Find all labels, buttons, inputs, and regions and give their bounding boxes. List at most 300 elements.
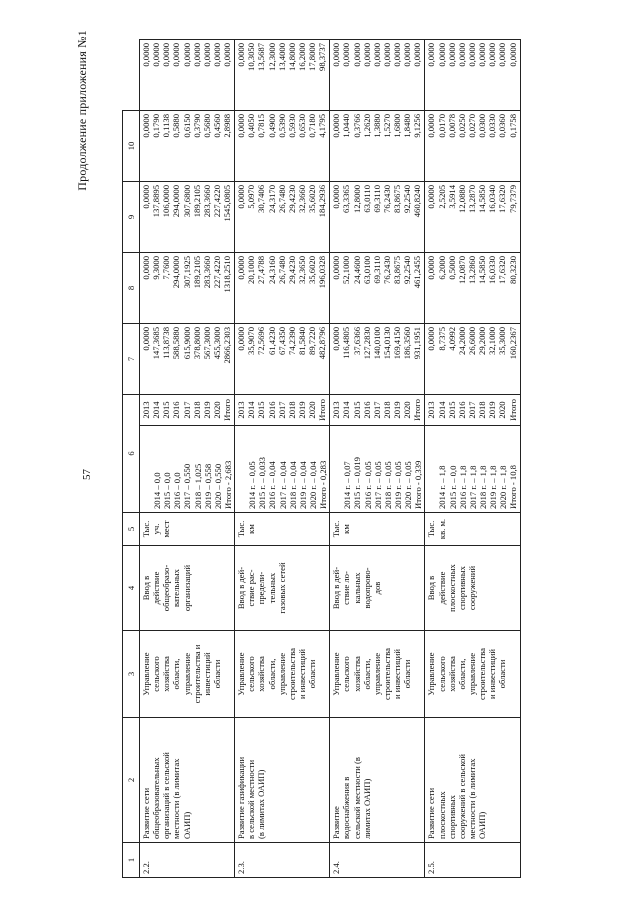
year-line: 2015: [446, 401, 457, 419]
column-header: 5: [123, 513, 140, 546]
amount-line: 0,1138: [161, 114, 172, 138]
year-line: 2018: [381, 401, 392, 419]
period-target-line: 2016 – 0,0: [172, 472, 183, 509]
amount-line: 17,8000: [307, 43, 318, 71]
amount-line: 35,6020: [307, 185, 318, 213]
period-target-line: 2014 г. – 1,8: [437, 465, 448, 509]
period-target-line: 2015 – 0,0: [162, 472, 173, 509]
period-target-line: 2017 г. – 1,8: [467, 465, 478, 509]
amount-line: 2,8988: [222, 114, 233, 138]
amount-line: 0,0000: [507, 43, 518, 67]
indicator-line: Ввод в: [426, 575, 437, 601]
amount-line: 140,0100: [371, 327, 382, 360]
amount-line: 16,0340: [487, 185, 498, 213]
amount-line: 0,0000: [402, 43, 413, 67]
amount-line: 4,0992: [446, 327, 457, 351]
amount-line: 0,0250: [456, 114, 467, 138]
amount-line: 588,5880: [171, 327, 182, 360]
year-line: Итого: [222, 399, 233, 421]
amount-line: 1,5270: [381, 114, 392, 138]
amount-col8-cell: [330, 182, 425, 253]
period-target-line: 2019 – 0,558: [202, 463, 213, 509]
amount-line: 14,5850: [477, 185, 488, 213]
amount-line: 294,0000: [171, 256, 182, 289]
year-line: 2017: [466, 401, 477, 419]
year-line: 2018: [191, 401, 202, 419]
executor-cell: [330, 631, 425, 718]
executor-line: управление: [371, 652, 382, 696]
indicator-line: вательных: [171, 569, 182, 607]
executor-line: Управление: [426, 652, 437, 696]
executor-line: и инвестиций: [392, 649, 403, 699]
amount-line: 13,4000: [276, 43, 287, 71]
executor-line: строительства: [477, 648, 488, 700]
amount-col10-cell: [330, 40, 425, 111]
amount-line: 89,7220: [307, 327, 318, 355]
amount-line: 32,3650: [296, 256, 307, 284]
amount-line: 189,2105: [191, 185, 202, 218]
year-line: 2018: [286, 401, 297, 419]
column-header: 6: [123, 395, 140, 513]
amount-line: 7,7600: [161, 256, 172, 280]
period-target-line: 2014 г. – 0,07: [342, 461, 353, 509]
amount-line: 92,2540: [402, 185, 413, 213]
amount-line: 0,4560: [211, 114, 222, 138]
amount-line: 24,2000: [456, 327, 467, 355]
executor-line: строительства: [286, 648, 297, 700]
year-line: 2013: [236, 401, 247, 419]
measure-name-line: (в лимитах ОАИП): [256, 769, 267, 839]
amount-line: 37,6366: [351, 327, 362, 355]
amount-line: 0,0000: [201, 43, 212, 67]
amount-line: 79,7379: [507, 185, 518, 213]
amount-line: 0,0000: [236, 114, 247, 138]
column-header: 10: [123, 111, 140, 182]
amount-line: 116,4805: [341, 327, 352, 359]
period-target-line: 2017 г. – 0,04: [277, 461, 288, 509]
unit-cell: [235, 513, 330, 546]
amount-line: 80,3230: [507, 256, 518, 284]
amount-line: 74,2390: [286, 327, 297, 355]
amount-line: 29,2000: [477, 327, 488, 355]
amount-line: 186,3560: [402, 327, 413, 360]
table-row: [140, 40, 235, 878]
page-number: 57: [81, 469, 93, 480]
measure-name-cell: [330, 718, 425, 843]
indicator-cell: [330, 546, 425, 631]
amount-line: 29,4230: [286, 185, 297, 213]
executor-line: строительства: [381, 648, 392, 700]
executor-line: хозяйства: [351, 656, 362, 692]
page-header: [75, 0, 105, 890]
year-line: Итого: [317, 399, 328, 421]
year-line: 2016: [361, 401, 372, 419]
indicator-line: сооружений: [466, 565, 477, 611]
executor-line: хозяйства: [256, 656, 267, 692]
amount-line: 0,0000: [331, 114, 342, 138]
year-line: 2017: [371, 401, 382, 419]
amount-line: 1,3880: [371, 114, 382, 138]
amount-line: 3,5914: [446, 185, 457, 209]
amount-line: 482,8796: [317, 327, 328, 360]
column-header: 7: [123, 324, 140, 395]
period-target-cell: [425, 426, 520, 513]
amount-line: 307,6800: [181, 185, 192, 218]
amount-line: 196,0328: [317, 256, 328, 289]
amount-line: 931,1951: [412, 327, 423, 360]
executor-cell: [140, 631, 235, 718]
amount-line: 0,3766: [351, 114, 362, 138]
amount-col10-cell: [425, 40, 520, 111]
measure-name-line: Развитие газификации: [236, 756, 247, 839]
amount-line: 0,0000: [151, 43, 162, 67]
amount-line: 1,0440: [341, 114, 352, 138]
executor-line: и инвестиций: [487, 649, 498, 699]
period-target-line: 2018 – 1,025: [192, 463, 203, 509]
amount-line: 106,0000: [161, 185, 172, 218]
amount-total-cell: [425, 324, 520, 395]
unit-line: уч.: [151, 523, 162, 535]
amount-line: 26,7480: [276, 185, 287, 213]
indicator-cell: [235, 546, 330, 631]
amount-line: 52,1000: [341, 256, 352, 284]
year-cell: [330, 395, 425, 426]
amount-line: 83,8675: [392, 185, 403, 213]
amount-line: 0,6150: [181, 114, 192, 138]
amount-line: 0,1758: [507, 114, 518, 138]
amount-line: 14,8000: [286, 43, 297, 71]
amount-line: 63,0110: [361, 185, 372, 213]
unit-cell: [330, 513, 425, 546]
amount-line: 0,0000: [141, 43, 151, 67]
measure-name-line: общеобразовательных: [151, 757, 162, 839]
amount-line: 12,0870: [456, 256, 467, 284]
column-header: 1: [123, 843, 140, 878]
amount-line: 0,7815: [256, 114, 267, 138]
row-number-cell: [140, 843, 235, 878]
executor-line: Управление: [331, 652, 342, 696]
amount-line: 0,0000: [236, 256, 247, 280]
amount-line: 0,0000: [331, 185, 342, 209]
amount-line: 0,5880: [171, 114, 182, 138]
period-target-line: 2017 г. – 0,05: [372, 461, 383, 509]
amount-line: 0,4900: [266, 114, 277, 138]
amount-line: 1318,2510: [222, 256, 233, 293]
amount-line: 35,3000: [497, 327, 508, 355]
measure-name-line: плоскостных: [436, 791, 447, 839]
amount-line: 17,6320: [497, 185, 508, 213]
amount-line: 567,3000: [201, 327, 212, 360]
amount-line: 81,5840: [296, 327, 307, 355]
row-number-cell: [235, 843, 330, 878]
indicator-line: общеобразо-: [161, 564, 172, 612]
amount-line: 8,7375: [436, 327, 447, 351]
appendix-caption: Продолжение приложения №1: [75, 30, 89, 191]
year-line: 2019: [487, 401, 498, 419]
period-target-line: 2020 г. – 1,8: [498, 465, 509, 509]
measure-name-line: лимитах ОАИП): [361, 778, 372, 839]
amount-line: 24,4600: [351, 256, 362, 284]
amount-line: 189,2105: [191, 256, 202, 289]
indicator-line: организаций: [181, 564, 192, 612]
unit-cell: [140, 513, 235, 546]
amount-line: 0,0000: [181, 43, 192, 67]
row-number-cell: [330, 843, 425, 878]
measure-name-line: ОАИП): [181, 811, 192, 839]
amount-line: 160,2367: [507, 327, 518, 360]
amount-line: 0,0000: [497, 43, 508, 67]
amount-line: 10,3050: [246, 43, 257, 71]
amount-line: 29,4230: [286, 256, 297, 284]
executor-line: области,: [456, 658, 467, 690]
amount-col9-cell: [330, 111, 425, 182]
amount-line: 30,7406: [256, 185, 267, 213]
row-number-cell: [425, 843, 520, 878]
year-cell: [235, 395, 330, 426]
table-body: [140, 40, 521, 878]
amount-line: 35,6020: [307, 256, 318, 284]
amount-line: 0,0170: [436, 114, 447, 138]
indicator-line: плоскостных: [446, 564, 457, 612]
executor-cell: [235, 631, 330, 718]
amount-line: 0,0000: [436, 43, 447, 67]
period-target-line: 2018 г. – 1,8: [477, 465, 488, 509]
executor-line: области: [307, 659, 318, 689]
executor-line: и инвестиций: [296, 649, 307, 699]
amount-line: 1,2620: [361, 114, 372, 138]
amount-line: 0,7180: [307, 114, 318, 138]
amount-line: 0,0000: [426, 327, 437, 351]
amount-line: 92,2540: [402, 256, 413, 284]
row-number: 2.2.: [141, 861, 151, 874]
period-target-cell: [140, 426, 235, 513]
amount-line: 1,6800: [392, 114, 403, 138]
amount-line: 32,1000: [487, 327, 498, 355]
amount-line: 0,0000: [331, 327, 342, 351]
indicator-line: действие: [151, 571, 162, 605]
executor-line: хозяйства: [446, 656, 457, 692]
table-header-row: [123, 40, 140, 878]
amount-line: 69,3110: [371, 256, 382, 284]
amount-line: 24,3170: [266, 185, 277, 213]
amount-line: 0,0078: [446, 114, 457, 138]
year-line: 2020: [307, 401, 318, 419]
amount-line: 294,0000: [171, 185, 182, 218]
period-target-line: 2020 г. – 0,05: [403, 461, 414, 509]
amount-line: 0,5930: [286, 114, 297, 138]
year-line: 2013: [331, 401, 342, 419]
indicator-line: предели-: [256, 571, 267, 605]
executor-line: области,: [361, 658, 372, 690]
amount-line: 20,1000: [246, 256, 257, 284]
year-cell: [140, 395, 235, 426]
measure-name-line: Развитие: [331, 806, 342, 839]
amount-line: 0,0000: [141, 185, 151, 209]
amount-line: 2866,2303: [222, 327, 233, 364]
amount-line: 12,0880: [456, 185, 467, 213]
period-target-line: 2019 г. – 1,8: [488, 465, 499, 509]
unit-line: мест: [161, 520, 172, 538]
amount-line: 0,0000: [477, 43, 488, 67]
amount-line: 13,2860: [466, 256, 477, 284]
column-header: 2: [123, 718, 140, 843]
amount-line: 0,0000: [351, 43, 362, 67]
amount-line: 0,0000: [161, 43, 172, 67]
amount-line: 0,0000: [456, 43, 467, 67]
unit-line: Тыс.: [141, 520, 151, 538]
measure-name-line: местности (в лимитах: [171, 758, 182, 839]
executor-line: области: [402, 659, 413, 689]
year-line: 2015: [256, 401, 267, 419]
measure-name-line: Развитие сети: [426, 787, 437, 839]
unit-line: Тыс.: [426, 520, 437, 538]
amount-line: 154,0130: [381, 327, 392, 360]
measure-name-line: ОАИП): [477, 811, 488, 839]
amount-line: 0,0360: [497, 114, 508, 138]
amount-total-cell: [330, 324, 425, 395]
unit-line: Тыс.: [331, 520, 342, 538]
period-target-cell: [330, 426, 425, 513]
amount-line: 307,1925: [181, 256, 192, 289]
measure-name-line: в сельской местности: [246, 759, 257, 839]
amount-line: 0,0000: [236, 43, 247, 67]
indicator-cell: [140, 546, 235, 631]
year-line: 2014: [341, 401, 352, 419]
column-header: 9: [123, 182, 140, 253]
amount-line: 26,7480: [276, 256, 287, 284]
amount-line: 0,0000: [426, 114, 437, 138]
unit-line: км: [341, 524, 352, 534]
amount-col9-cell: [425, 111, 520, 182]
amount-line: 127,2830: [361, 327, 372, 360]
indicator-line: кальных: [351, 572, 362, 604]
amount-line: 6,2000: [436, 256, 447, 280]
amount-line: 67,4350: [276, 327, 287, 355]
amount-line: 12,8000: [351, 185, 362, 213]
amount-line: 227,4220: [211, 256, 222, 289]
program-table: [122, 39, 521, 878]
year-line: 2020: [497, 401, 508, 419]
indicator-line: газовых сетей: [276, 562, 287, 614]
executor-line: области,: [266, 658, 277, 690]
executor-line: Управление: [236, 652, 247, 696]
amount-line: 0,0300: [477, 114, 488, 138]
amount-line: 0,0270: [466, 114, 477, 138]
amount-line: 0,0000: [412, 43, 423, 67]
column-header: 4: [123, 546, 140, 631]
year-line: 2016: [171, 401, 182, 419]
period-target-line: 2017 – 0,550: [182, 463, 193, 509]
amount-col7-cell: [330, 253, 425, 324]
year-line: Итого: [412, 399, 423, 421]
amount-col10-cell: [140, 40, 235, 111]
amount-line: 0,0000: [331, 43, 342, 67]
amount-line: 378,8000: [191, 327, 202, 360]
amount-line: 0,0000: [466, 43, 477, 67]
amount-line: 227,4220: [211, 185, 222, 218]
amount-line: 461,2455: [412, 256, 423, 289]
amount-line: 5,0970: [246, 185, 257, 209]
indicator-line: дов: [371, 581, 382, 595]
year-line: 2019: [392, 401, 403, 419]
amount-line: 460,8240: [412, 185, 423, 218]
amount-line: 0,0000: [361, 43, 372, 67]
table-row: [330, 40, 425, 878]
year-line: 2016: [456, 401, 467, 419]
measure-name-cell: [235, 718, 330, 843]
period-target-line: 2016 г. – 1,8: [457, 465, 468, 509]
amount-line: 12,3000: [266, 43, 277, 71]
amount-col7-cell: [235, 253, 330, 324]
amount-line: 184,2936: [317, 185, 328, 218]
period-target-line: 2015 г. – 0,019: [352, 457, 363, 509]
executor-line: сельского: [341, 656, 352, 692]
indicator-line: тельных: [266, 572, 277, 604]
amount-line: 0,0000: [426, 256, 437, 280]
period-target-line: 2016 г. – 0,04: [267, 461, 278, 509]
year-line: 2013: [426, 401, 437, 419]
period-target-line: 2016 г. – 0,05: [362, 461, 373, 509]
amount-line: 0,4050: [246, 114, 257, 138]
amount-line: 0,0000: [141, 327, 151, 351]
column-header: 8: [123, 253, 140, 324]
amount-line: 69,3110: [371, 185, 382, 213]
indicator-line: водопрово-: [361, 567, 372, 609]
measure-name-line: спортивных: [446, 795, 457, 839]
year-line: 2014: [151, 401, 162, 419]
year-line: 2015: [351, 401, 362, 419]
amount-line: 0,5000: [446, 256, 457, 280]
amount-line: 0,0000: [171, 43, 182, 67]
year-line: 2016: [266, 401, 277, 419]
amount-total-cell: [140, 324, 235, 395]
executor-line: строительства и: [191, 644, 202, 704]
period-target-line: 2015 г. – 0,033: [257, 457, 268, 509]
row-number: 2.3.: [236, 861, 247, 874]
period-target-line: 2018 г. – 0,05: [382, 461, 393, 509]
year-line: 2018: [477, 401, 488, 419]
amount-line: 0,0000: [487, 43, 498, 67]
amount-line: 113,8738: [161, 327, 172, 359]
unit-cell: [425, 513, 520, 546]
amount-col8-cell: [425, 182, 520, 253]
executor-line: сельского: [151, 656, 162, 692]
measure-name-line: сельской местности (в: [351, 757, 362, 839]
year-line: 2014: [436, 401, 447, 419]
amount-line: 0,0000: [392, 43, 403, 67]
period-target-line: 2014 г. – 0,05: [247, 461, 258, 509]
amount-line: 9,3000: [151, 256, 162, 280]
amount-line: 1545,0805: [222, 185, 233, 222]
indicator-line: действие: [436, 571, 447, 605]
measure-name-cell: [425, 718, 520, 843]
year-cell: [425, 395, 520, 426]
executor-line: области,: [171, 658, 182, 690]
amount-line: 83,8675: [392, 256, 403, 284]
amount-line: 0,0330: [487, 114, 498, 138]
period-target-line: Итого - 2,683: [222, 460, 233, 509]
amount-col7-cell: [140, 253, 235, 324]
amount-line: 9,1256: [412, 114, 423, 138]
indicator-line: Ввод в дей-: [331, 566, 342, 610]
amount-line: 0,0000: [426, 185, 437, 209]
amount-line: 0,0000: [446, 43, 457, 67]
amount-line: 16,2000: [296, 43, 307, 71]
amount-line: 147,3685: [151, 327, 162, 360]
executor-line: сельского: [436, 656, 447, 692]
amount-line: 0,0000: [191, 43, 202, 67]
unit-line: км: [246, 524, 257, 534]
